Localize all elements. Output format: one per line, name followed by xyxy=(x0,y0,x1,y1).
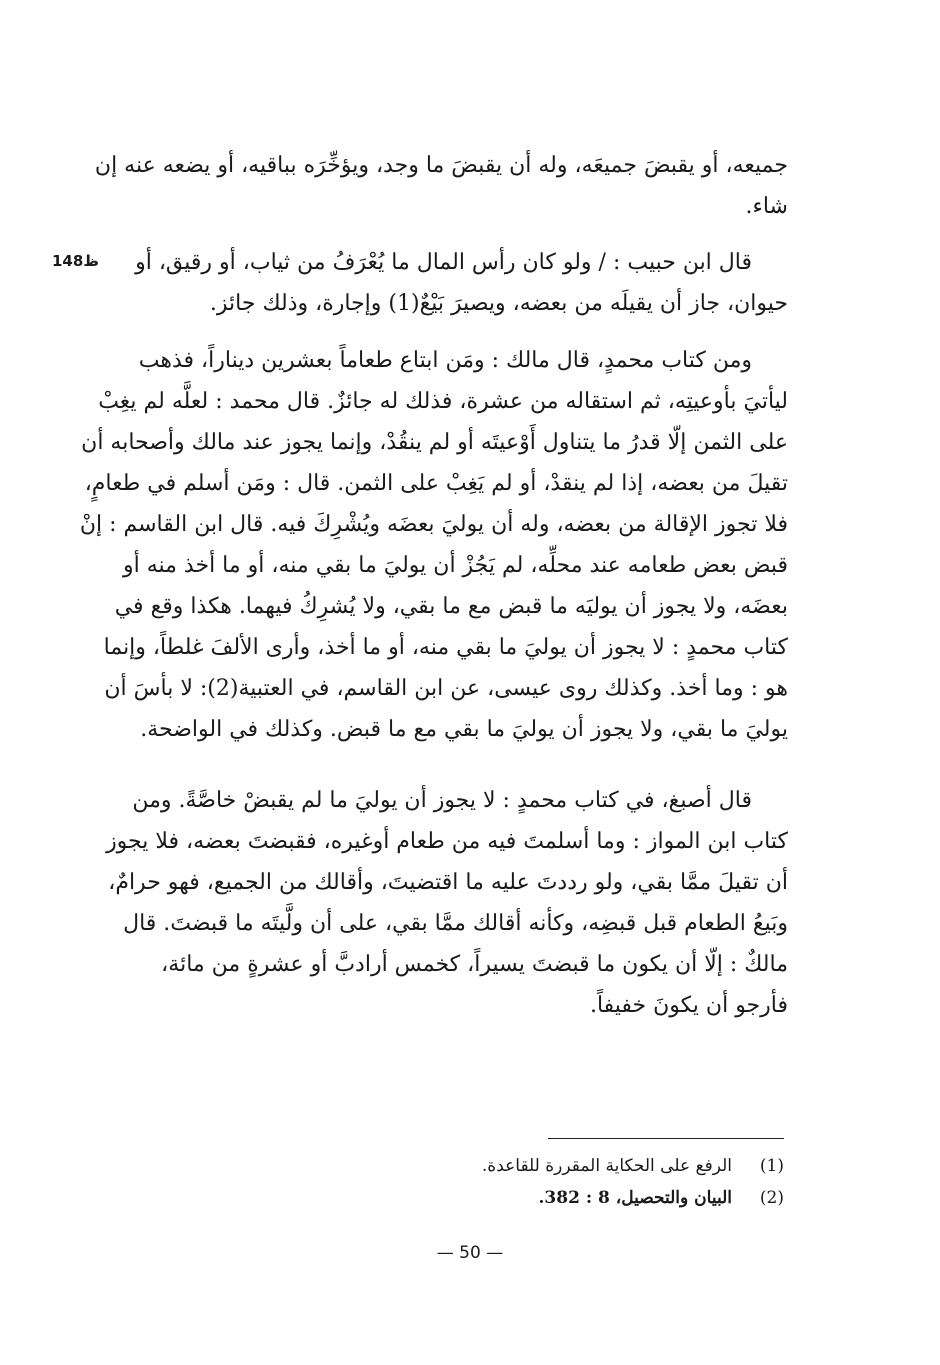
text-line: مالكٌ : إلّا أن يكون ما قبضتَ يسيراً، كخمس أرادبَّ أو عشرةٍ من مائة، xyxy=(161,952,788,977)
text-line: كتاب ابن المواز : وما أسلمتَ فيه من طعام أوغيره، فقبضتَ بعضه، فلا يجوز xyxy=(106,829,788,854)
text-line: على الثمن إلّا قدرُ ما يتناول أَوْعيتَه أو لم ينقُدْ، وإنما يجوز عند مالك وأصحابه أن xyxy=(81,430,788,455)
text-line: قال أصبغ، في كتاب محمدٍ : لا يجوز أن يوليَ ما لم يقبضْ خاصَّةً. ومن xyxy=(132,788,752,813)
text-line: ومن كتاب محمدٍ، قال مالك : ومَن ابتاع طعاماً بعشرين ديناراً، فذهب xyxy=(138,348,752,373)
text-line: جميعه، أو يقبضَ جميعَه، وله أن يقبضَ ما وجد، ويؤخِّرَه بباقيه، أو يضعه عنه إن xyxy=(94,153,788,178)
footnote-2 xyxy=(420,1182,784,1214)
paragraph-4 xyxy=(106,780,788,1026)
text-line: شاء. xyxy=(745,194,788,219)
paragraph-1 xyxy=(94,145,788,227)
page-number: — 50 — xyxy=(436,1243,504,1263)
paragraph-2 xyxy=(118,242,788,324)
text-line: وبَيعُ الطعام قبل قبضِه، وكأنه أقالك ممَّا بقي، على أن ولَّيتَه ما قبضتَ. قال xyxy=(123,911,788,936)
text-line: قال ابن حبيب : / ولو كان رأس المال ما يُعْرَفُ من ثياب، أو رقيق، أو xyxy=(135,250,752,275)
footnote-number: (1) xyxy=(759,1156,784,1176)
footnote-text: البيان والتحصيل، 8 : 382. xyxy=(538,1188,732,1208)
text-line: فلا تجوز الإقالة من بعضه، وله أن يوليَ بعضَه ويُشْرِكَ فيه. قال ابن القاسم : إنْ xyxy=(79,512,788,537)
text-line: ليأتيَ بأوعيتِه، ثم استقاله من عشرة، فذلك له جائزٌ. قال محمد : لعلَّه لم يغِبْ xyxy=(98,389,788,414)
text-line: يوليَ ما بقي، ولا يجوز أن يوليَ ما بقي مع ما قبض. وكذلك في الواضحة. xyxy=(140,717,788,742)
text-line: أن تقيلَ ممَّا بقي، ولو رددتَ عليه ما اقتضيتَ، وأقالك من الجميع، فهو حرامٌ، xyxy=(108,870,788,895)
paragraph-3 xyxy=(79,340,788,750)
folio-margin-note: 148ظ xyxy=(52,252,99,270)
footnote-1 xyxy=(420,1150,784,1182)
footnote-text: الرفع على الحكاية المقررة للقاعدة. xyxy=(481,1156,732,1176)
text-line: كتاب محمدٍ : لا يجوز أن يوليَ ما بقي منه، أو ما أخذ، وأرى الألفَ غلطاً، وإنما xyxy=(103,635,788,660)
text-line: فأرجو أن يكونَ خفيفاً. xyxy=(589,993,788,1018)
text-line: هو : وما أخذ. وكذلك روى عيسى، عن ابن القاسم، في العتبية(2): لا بأسَ أن xyxy=(104,676,788,701)
text-line: قبض بعض طعامه عند محلِّه، لم يَجُزْ أن يوليَ ما بقي منه، أو ما أخذ منه أو xyxy=(122,553,788,578)
text-line: تقيلَ من بعضه، إذا لم ينقدْ، أو لم يَغِبْ على الثمن. قال : ومَن أسلم في طعامٍ، xyxy=(84,471,788,496)
text-line: بعضَه، ولا يجوز أن يوليَه ما قبض مع ما بقي، ولا يُشرِكُ فيهما. هكذا وقع في xyxy=(114,594,788,619)
footnote-number: (2) xyxy=(759,1188,784,1208)
footnotes xyxy=(420,1150,784,1214)
text-line: حيوان، جاز أن يقيلَه من بعضه، ويصيرَ بَيْعٌ(1) وإجارة، وذلك جائز. xyxy=(209,291,788,316)
footnote-separator xyxy=(548,1138,784,1139)
